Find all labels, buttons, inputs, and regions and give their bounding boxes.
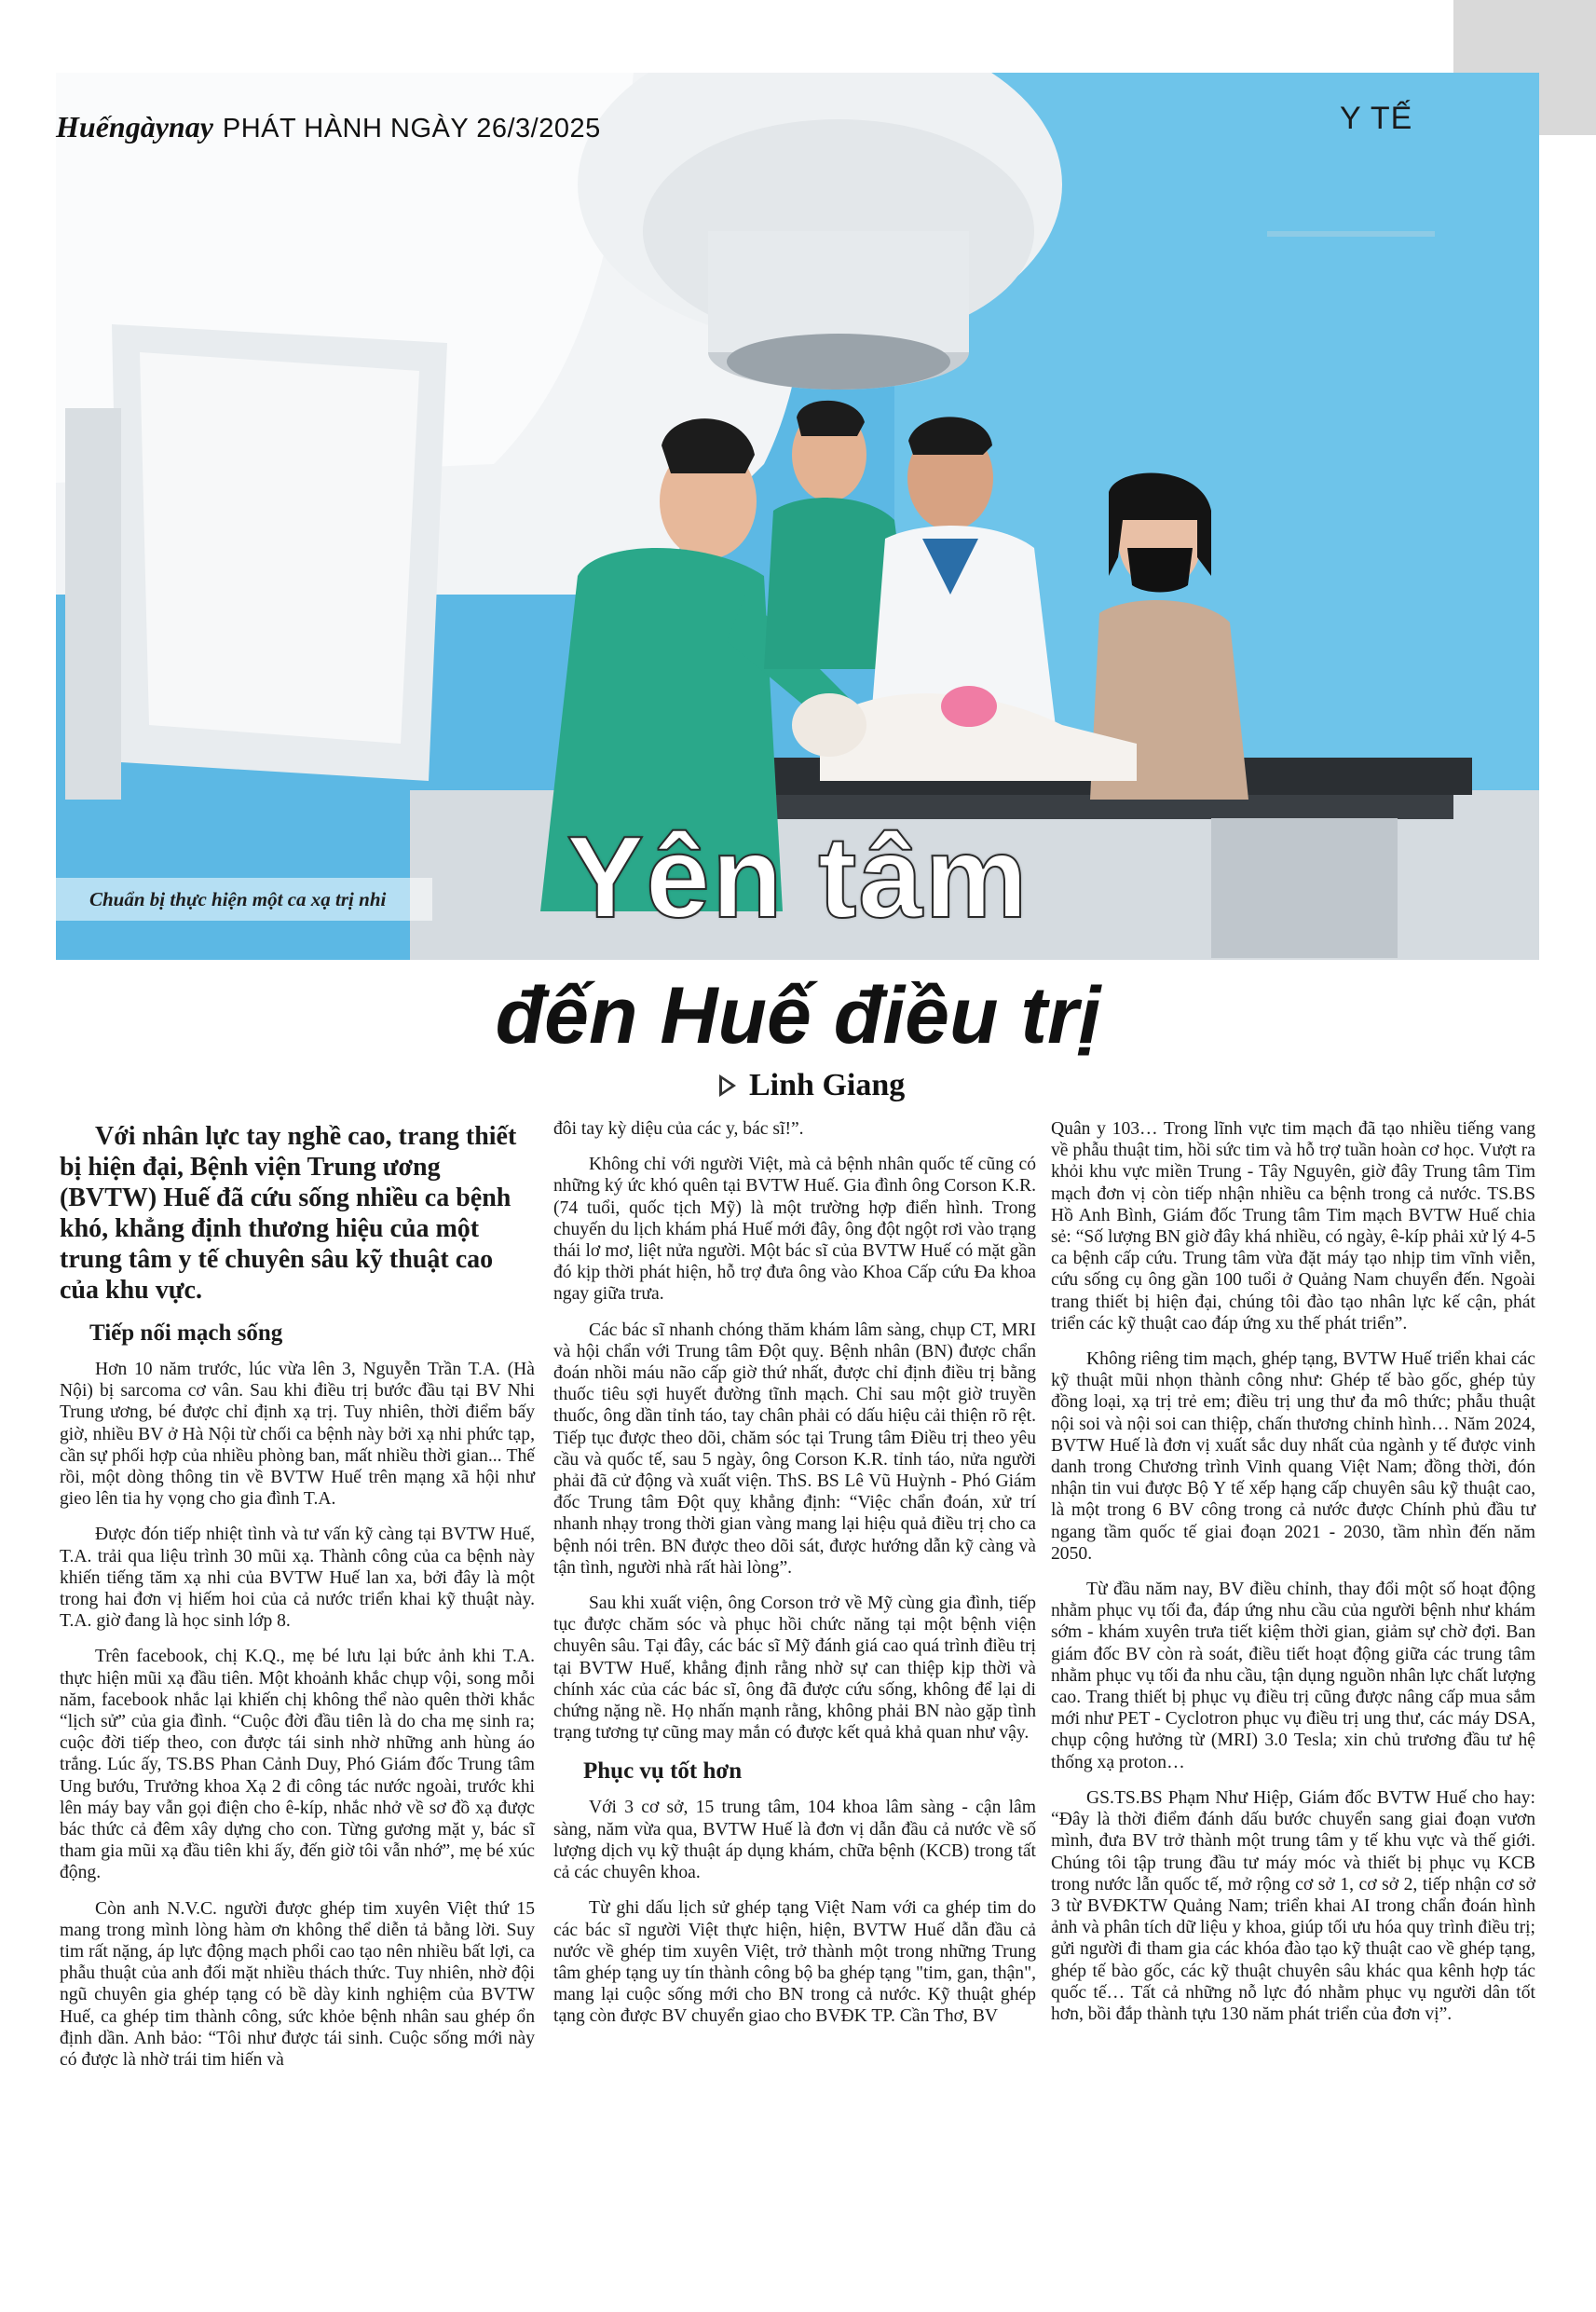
paragraph: Trên facebook, chị K.Q., mẹ bé lưu lại bức ảnh khi T.A. thực hiện mũi xạ đầu tiên. Một khoảnh khắc chụp vội, song mỗi năm, facebook nhắc lại khiến chị không thể nào quên thời khắc “lịch sử” của gia đình. “Cuộc đời đầu tiên là do cha mẹ sinh ra; cuộc đời tiếp theo, con được tái sinh nhờ những anh hùng áo trắng. Lúc ấy, TS.BS Phan Cảnh Duy, Phó Giám đốc Trung tâm Ung bướu, Trưởng khoa Xạ 2 đi công tác nước ngoài, trước khi lên máy bay vẫn gọi điện cho ê-kíp, nhắc nhở về sơ đồ xạ được bác thức cả đêm xây dựng cho con. Từng gương mặt y, bác sĩ tham gia mũi xạ đầu tiên khi ấy, đến giờ tôi vẫn nhớ”, mẹ bé xúc động. xyxy=(60,1647,535,1883)
headline-line1: Yên tâm xyxy=(566,814,1030,942)
paragraph: Các bác sĩ nhanh chóng thăm khám lâm sàng, chụp CT, MRI và hội chẩn với Trung tâm Đột quỵ. Bệnh nhân (BN) được chẩn đoán nhồi máu não cấp giờ thứ nhất, được chỉ định điều trị bằng thuốc tiêu sợi huyết đường tĩnh mạch. Chỉ sau một giờ truyền thuốc, ông dần tỉnh táo, tay chân phải có dấu hiệu cải thiện rõ rệt. Tiếp tục được theo dõi, chăm sóc tại Trung tâm Điều trị theo yêu cầu và quốc tế, sau 5 ngày, ông Corson K.R. tỉnh táo, nửa người phải đã cử động và xuất viện. ThS. BS Lê Vũ Huỳnh - Phó Giám đốc Trung tâm Đột quỵ khẳng định: “Việc chẩn đoán, xử trí nhanh nhạy trong thời gian vàng mang lại hiệu quả điều trị cho ca bệnh nói trên. BN được theo dõi sát, được hướng dẫn kỹ càng và tận tình, người nhà rất hài lòng”. xyxy=(553,1320,1036,1578)
paragraph: Từ ghi dấu lịch sử ghép tạng Việt Nam với ca ghép tim do các bác sĩ người Việt thực hiện, hiện, BVTW Huế dẫn đầu cả nước về ghép tim xuyên Việt, trở thành một trong những Trung tâm ghép tạng uy tín thành công bộ ba ghép tạng "tim, gan, thận", mang lại cuộc sống mới cho BN trong cả nước. Kỹ thuật ghép tạng còn được BV chuyển giao cho BVĐK TP. Cần Thơ, BV xyxy=(553,1898,1036,2027)
paragraph: đôi tay kỳ diệu của các y, bác sĩ!”. xyxy=(553,1119,804,1139)
article-column-3 xyxy=(1051,1118,1535,2039)
headline-line2: đến Huế điều trị xyxy=(495,971,1101,1060)
triangle-icon xyxy=(719,1074,736,1097)
issue-date: PHÁT HÀNH NGÀY 26/3/2025 xyxy=(222,114,601,144)
paragraph: Còn anh N.V.C. người được ghép tim xuyên Việt thứ 15 mang trong mình lòng hàm ơn không thể diễn tả bằng lời. Suy tim rất nặng, áp lực động mạch phổi cao tạo nên nhiều bất lợi, ca phẫu thuật của anh đối mặt nhiều thách thức. Tuy nhiên, nhờ đội ngũ chuyên gia ghép tạng có bề dày kinh nghiệm của BVTW Huế, ca ghép tim thành công, sức khỏe bệnh nhân sau ghép ổn định dần. Anh bảo: “Tôi như được tái sinh. Cuộc sống mới này có được là nhờ trái tim hiến và xyxy=(60,1898,535,2071)
paragraph: Hơn 10 năm trước, lúc vừa lên 3, Nguyễn Trần T.A. (Hà Nội) bị sarcoma cơ vân. Sau khi điều trị bước đầu tại BV Nhi Trung ương, bé được chỉ định xạ trị. Tuy nhiên, thời điểm bấy giờ, nhiều BV ở Hà Nội từ chối ca bệnh này bởi xạ nhi phức tạp, cần sự phối hợp của nhiều phòng ban, mất nhiều thời gian... Thế rồi, một dòng thông tin về BVTW Huế trên mạng xã hội như gieo lên tia hy vọng cho gia đình T.A. xyxy=(60,1360,535,1510)
newspaper-logo: Huếngàynay xyxy=(56,110,213,144)
paragraph: Không chỉ với người Việt, mà cả bệnh nhân quốc tế cũng có những ký ức khó quên tại BVTW Huế. Gia đình ông Corson K.R. (74 tuổi, quốc tịch Mỹ) là một trường hợp điển hình. Trong chuyến du lịch khám phá Huế mới đây, ông đột ngột rơi vào trạng thái lơ mơ, liệt nửa người. Một bác sĩ của BVTW Huế có mặt gần đó kịp thời phát hiện, hỗ trợ đưa ông vào Khoa Cấp cứu Đa khoa ngay giữa trưa. xyxy=(553,1155,1036,1305)
article-column-1 xyxy=(60,1121,535,2085)
subheading-1: Tiếp nối mạch sống xyxy=(89,1320,283,1346)
article-column-2 xyxy=(553,1118,1036,2042)
author-name: Linh Giang xyxy=(749,1068,906,1102)
subheading-2: Phục vụ tốt hơn xyxy=(583,1758,743,1785)
masthead xyxy=(56,110,601,144)
paragraph: Từ đầu năm nay, BV điều chỉnh, thay đổi một số hoạt động nhằm phục vụ tối đa, đáp ứng nhu cầu của người bệnh như khám sớm - khám xuyên trưa tiết kiệm thời gian, giảm sự chờ đợi. Ban giám đốc BV còn rà soát, điều tiết hoạt động giữa các trung tâm nhằm phục vụ tối đa nhu cầu, tận dụng nguồn nhân lực chất lượng cao. Trang thiết bị phục vụ điều trị cũng được nâng cấp mua sắm mới như PET - Cyclotron phục vụ điều trị ung thư, các máy DSA, chụp cộng hưởng từ (MRI) 3.0 Tesla; xin chủ trương đầu tư hệ thống xạ proton… xyxy=(1051,1580,1535,1772)
section-label: Y TẾ xyxy=(1340,101,1413,136)
paragraph: Được đón tiếp nhiệt tình và tư vấn kỹ càng tại BVTW Huế, T.A. trải qua liệu trình 30 mũi xạ. Thành công của ca bệnh này khiến tiếng tăm xạ nhi của BVTW Huế lan xa, bởi đây là một trong hai đơn vị hiếm hoi của cả nước triển khai kỹ thuật này. T.A. giờ đang là học sinh lớp 8. xyxy=(60,1525,535,1632)
paragraph: GS.TS.BS Phạm Như Hiệp, Giám đốc BVTW Huế cho hay: “Đây là thời điểm đánh dấu bước chuyển sang giai đoạn vươn mình, đưa BV trở thành một trung tâm y tế khu vực và thế giới. Chúng tôi tập trung đầu tư máy móc và thiết bị phục vụ KCB trong nước lẫn quốc tế, mở rộng cơ sở 1, cơ sở 2, tiếp nhận cơ sở 3 từ BVĐKTW Quảng Nam; triển khai AI trong chẩn đoán hình ảnh và phân tích dữ liệu y khoa, giúp tối ưu hóa quy trình điều trị; gửi người đi tham gia các khóa đào tạo kỹ thuật cao về ghép tạng, ghép tế bào gốc, các kỹ thuật chuyên sâu khác qua kênh hợp tác quốc tế… Tất cả những nỗ lực đó nhằm phục vụ người dân tốt hơn, bồi đắp thành tựu 130 năm phát triển của đơn vị”. xyxy=(1051,1787,1535,2024)
paragraph: Với 3 cơ sở, 15 trung tâm, 104 khoa lâm sàng - cận lâm sàng, năm vừa qua, BVTW Huế là đơn vị dẫn đầu cả nước về số lượng dịch vụ kỹ thuật áp dụng khám, chữa bệnh (KCB) trong tất cả các chuyên khoa. xyxy=(553,1798,1036,1883)
byline xyxy=(719,1068,905,1103)
photo-caption: Chuẩn bị thực hiện một ca xạ trị nhi xyxy=(56,878,432,921)
paragraph: Quân y 103… Trong lĩnh vực tim mạch đã tạo nhiều tiếng vang về phẫu thuật tim, hồi sức tim và hỗ trợ tuần hoàn cơ học. Vượt ra khỏi khu vực miền Trung - Tây Nguyên, giờ đây Trung tâm Tim mạch đơn vị còn tiếp nhận nhiều ca bệnh trong cả nước. TS.BS Hồ Anh Bình, Giám đốc Trung tâm Tim mạch BVTW Huế chia sẻ: “Số lượng BN giờ đây khá nhiều, có ngày, ê-kíp phải xử lý 4-5 ca bệnh cấp cứu. Trung tâm vừa đặt máy tạo nhịp tim vĩnh viễn, cứu sống cụ ông gần 100 tuổi ở Quảng Nam chuyển đến. Ngoài trang thiết bị hiện đại, chúng tôi đào tạo nhân lực kế cận, phát triển các kỹ thuật cao đáp ứng xu thế phát triển”. xyxy=(1051,1119,1535,1334)
paragraph: Không riêng tim mạch, ghép tạng, BVTW Huế triển khai các kỹ thuật mũi nhọn thành công như: Ghép tế bào gốc, ghép tủy đồng loại, xạ trị trẻ em; điều trị ung thư đa mô thức; phẫu thuật nội soi và nội soi can thiệp, chấn thương chỉnh hình… Năm 2024, BVTW Huế là đơn vị xuất sắc duy nhất của ngành y tế được vinh danh trong Chương trình Vinh quang Việt Nam; đồng thời, đón nhận tin vui được Bộ Y tế xếp hạng cấp chuyên sâu kỹ thuật cao, là một trong 6 BV công trong cả nước được Chính phủ đầu tư ngang tầm quốc tế giai đoạn 2021 - 2030, tầm nhìn đến năm 2050. xyxy=(1051,1349,1535,1564)
paragraph: Sau khi xuất viện, ông Corson trở về Mỹ cùng gia đình, tiếp tục được chăm sóc và phục hồi chức năng tại một bệnh viện chuyên sâu. Tại đây, các bác sĩ Mỹ đánh giá cao quá trình điều trị tại BVTW Huế, khẳng định rằng nhờ sự can thiệp kịp thời và chính xác của các bác sĩ, ông đã được cứu sống, không để lại di chứng nặng nề. Họ nhấn mạnh rằng, không phải BN nào gặp tình trạng tương tự cũng may mắn có được kết quả khả quan như vậy. xyxy=(553,1594,1036,1744)
lead-paragraph: Với nhân lực tay nghề cao, trang thiết bị hiện đại, Bệnh viện Trung ương (BVTW) Huế đã cứu sống nhiều ca bệnh khó, khẳng định thương hiệu của một trung tâm y tế chuyên sâu kỹ thuật cao của khu vực. xyxy=(60,1122,517,1305)
